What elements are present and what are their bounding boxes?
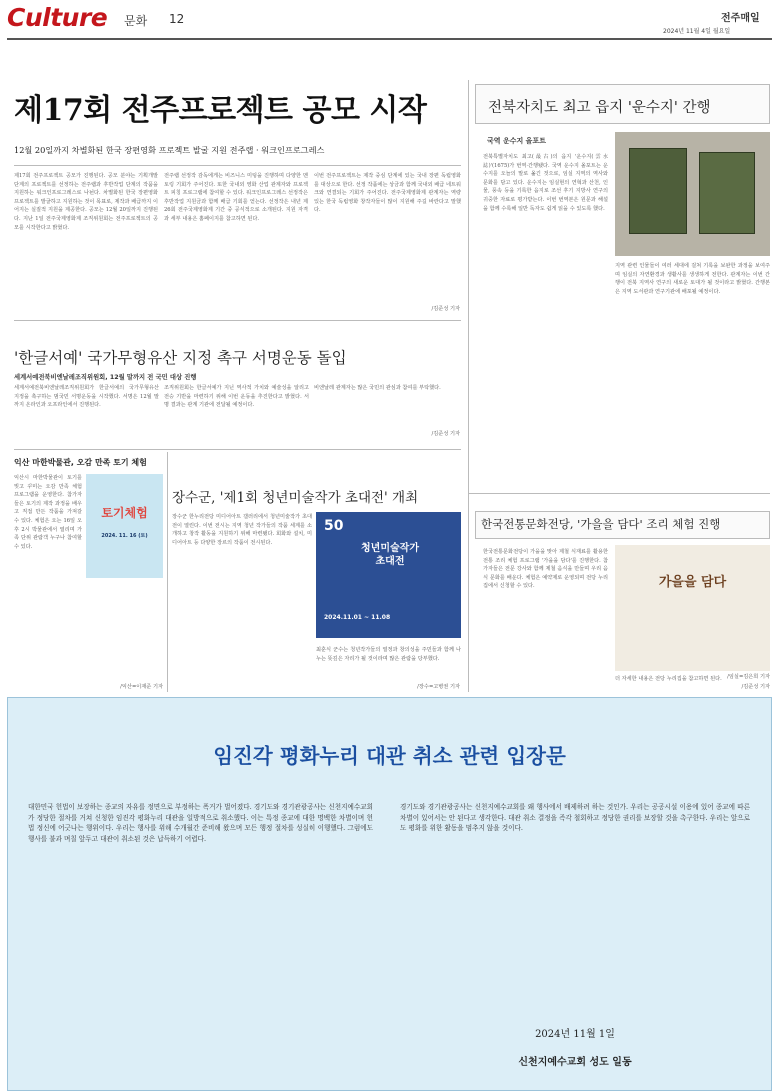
header-rule bbox=[7, 38, 772, 40]
poster-date: 2024. 11. 16 (토) bbox=[101, 533, 148, 539]
book-photo bbox=[615, 132, 770, 256]
body-column-1: 세계서예전북비엔날레조직위원회가 한글서예의 국가무형유산 지정을 촉구하는 범국민 서명운동을 시작했다. 서명은 12월 말까지 온라인과 오프라인에서 진행된다. bbox=[14, 385, 159, 409]
ad-body-left: 대한민국 헌법이 보장하는 종교의 자유를 정면으로 부정하는 폭거가 벌어졌다. 경기도와 경기관광공사는 신천지예수교회가 정당한 절차를 거쳐 신청한 임진각 평화누리 대관을 일방적으로 취소했다. 이는 특정 종교에 대한 명백한 차별이며 헌법 정신에 어긋나는 행위이다. 우리는 행사를 위해 수개월간 준비해 왔으며 모든 행정 절차를 성실히 이행했다. 그럼에도 행사를 불과 며칠 앞두고 대관이 취소된 것은 납득하기 어렵다. bbox=[28, 803, 373, 843]
ad-title: 임진각 평화누리 대관 취소 관련 입장문 bbox=[213, 744, 566, 768]
page-number: 12 bbox=[169, 12, 185, 26]
byline: /김준성 기자 bbox=[431, 431, 460, 437]
body-column-1: 한국전통문화전당이 가을을 맞아 제철 식재료를 활용한 전통 조리 체험 프로그램 '가을을 담다'를 진행한다. 참가자들은 전문 강사와 함께 제철 음식을 만들며 우리 음식 문화를 배운다. 체험은 예약제로 운영되며 전당 누리집에서 신청할 수 있다. bbox=[483, 549, 608, 590]
subheadline: 세계서예전북비엔날레조직위원회, 12월 말까지 전 국민 대상 진행 bbox=[14, 374, 197, 381]
headline: 익산 마한박물관, 오감 만족 토기 체험 bbox=[14, 458, 147, 467]
body-column-2: 조직위원회는 한글서예가 지닌 역사적 가치와 예술성을 알리고 전승 기반을 마련하기 위해 이번 운동을 추진한다고 밝혔다. 서명 결과는 관계 기관에 전달될 예정이다. bbox=[164, 385, 309, 409]
exhibition-poster bbox=[316, 512, 461, 638]
body-column-2: 지역 관련 인물들이 여러 세대에 걸쳐 기록을 보완한 과정을 보여주며 임실의 자연환경과 생활사를 생생하게 전한다. 관계자는 이번 간행이 전북 지역사 연구의 새로운 토대가 될 것이라고 밝혔다. 간행본은 지역 도서관과 연구기관에 배포될 예정이다. bbox=[615, 263, 770, 295]
column-divider bbox=[167, 452, 168, 692]
poster-date: 2024.11.01 ~ 11.08 bbox=[324, 614, 391, 621]
headline: '한글서예' 국가무형유산 지정 촉구 서명운동 돌입 bbox=[14, 349, 347, 367]
ad-body-right: 경기도와 경기관광공사는 신천지예수교회를 왜 행사에서 배제하려 하는 것인가. 우리는 공공시설 이용에 있어 종교에 따른 차별이 있어서는 안 된다고 생각한다. 대관 취소 결정을 즉각 철회하고 정당한 권리를 보장할 것을 촉구한다. 우리는 앞으로도 평화를 위한 활동을 멈추지 않을 것이다. bbox=[400, 803, 750, 832]
headline: 장수군, '제1회 청년미술작가 초대전' 개최 bbox=[172, 490, 419, 506]
paper-name: 전주매일 bbox=[721, 13, 760, 24]
rule bbox=[14, 449, 461, 450]
rule bbox=[14, 320, 461, 321]
byline: /임실=김은희 기자 bbox=[727, 674, 770, 680]
body-continued bbox=[86, 585, 163, 675]
body-column-3: 비엔날레 관계자는 많은 국민의 관심과 참여를 부탁했다. bbox=[314, 385, 441, 391]
body-column-1: 장수군 한누리전당 미디어아트 갤러리에서 청년미술작가 초대전이 열린다. 이번 전시는 지역 청년 작가들의 작품 세계를 소개하고 창작 활동을 지원하기 위해 마련됐다. 회화와 설치, 미디어아트 등 다양한 장르의 작품이 전시된다. bbox=[172, 514, 312, 546]
byline: /장수=고병권 기자 bbox=[417, 684, 460, 690]
event-poster bbox=[86, 474, 163, 578]
poster-title: 청년미술작가초대전 bbox=[361, 543, 419, 567]
headline: 제17회 전주프로젝트 공모 시작 bbox=[14, 93, 427, 128]
poster-number: 50 bbox=[324, 518, 344, 534]
poster-title: 가을을 담다 bbox=[658, 575, 727, 590]
event-poster bbox=[615, 545, 770, 671]
issue-date: 2024년 11월 4일 월요일 bbox=[663, 28, 731, 35]
subheadline: 12월 20일까지 차별화된 한국 장편영화 프로젝트 발굴 지원 전주랩 · 워크인프로그레스 bbox=[14, 145, 325, 155]
book-cover-left bbox=[629, 148, 687, 234]
body-column-2: 더 자세한 내용은 전당 누리집을 참고하면 된다. bbox=[615, 676, 722, 682]
culture-section-title: Culture bbox=[7, 3, 108, 32]
section-korean-label: 문화 bbox=[124, 14, 148, 28]
body-column-1: 제17회 전주프로젝트 공모가 진행된다. 공모 분야는 기획개발 단계의 프로젝트를 선정하는 전주랩과 후반작업 단계의 작품을 지원하는 워크인프로그레스로 나뉜다. 차별화된 한국 장편영화 프로젝트를 발굴하고 지원하는 것이 목표로, 제작과 배급까지 이어지는 실질적 지원을 제공한다. 공모는 12월 20일까지 진행된다. 지난 1일 전주국제영화제 조직위원회는 전주프로젝트의 공모를 시작한다고 밝혔다. bbox=[14, 173, 158, 231]
ad-signature: 신천지예수교회 성도 일동 bbox=[518, 1057, 632, 1068]
advertisement-statement bbox=[7, 697, 772, 1091]
body-column-2: 최훈식 군수는 청년작가들의 열정과 창의성을 주민들과 함께 나누는 뜻깊은 자리가 될 것이라며 많은 관람을 당부했다. bbox=[316, 647, 461, 662]
headline: 한국전통문화전당, '가을을 담다' 조리 체험 진행 bbox=[481, 517, 721, 531]
body-column-1: 전북특별자치도 최고(最古)의 읍지 '운수지(雲水誌)'(1675)가 번역·간행됐다. 국역 운수지 올포트는 운수지를 오늘의 말로 옮긴 것으로, 임실 지역의 역사와 문화를 담고 있다. 운수지는 임실현의 연혁과 산천, 인물, 풍속 등을 기록한 읍지로 조선 후기 지방사 연구의 귀중한 자료로 평가받는다. 이번 번역본은 원문과 해설을 함께 수록해 일반 독자도 쉽게 읽을 수 있도록 했다. bbox=[483, 154, 608, 212]
subheadline: 국역 운수지 올포트 bbox=[487, 137, 546, 145]
byline: /김준성 기자 bbox=[741, 684, 770, 690]
column-divider bbox=[468, 80, 469, 692]
headline: 전북자치도 최고 읍지 '운수지' 간행 bbox=[488, 100, 711, 116]
page-header bbox=[0, 0, 777, 38]
body-column-2: 전주랩 선정작 감독에게는 비즈니스 미팅을 진행하며 다양한 멘토링 기회가 주어진다. 또한 국내외 영화 산업 관계자와 프로젝트 피칭 프로그램에 참여할 수 있다. 워크인프로그레스 선정작은 후반작업 지원금과 함께 배급 기회를 얻는다. 선정작은 내년 제26회 전주국제영화제 기간 중 공식적으로 소개된다. 지원 자격과 세부 내용은 홈페이지를 참고하면 된다. bbox=[164, 173, 308, 222]
poster-title: 토기체험 bbox=[101, 506, 148, 520]
rule bbox=[14, 165, 461, 166]
body: 익산시 마한박물관이 토기를 빚고 꾸미는 오감 만족 체험 프로그램을 운영한다. 참가자들은 토기의 제작 과정을 배우고 직접 만든 작품을 가져갈 수 있다. 체험은 오는 16일 오후 2시 박물관에서 열리며 가족 단위 관람객 누구나 참여할 수 있다. bbox=[14, 475, 82, 550]
byline: /김준성 기자 bbox=[431, 306, 460, 312]
body-column-3: 이번 전주프로젝트는 제작 중심 단계에 있는 국내 장편 독립영화를 대상으로 한다. 선정 작품에는 상금과 함께 국내외 배급 네트워크와 연결되는 기회가 주어진다. 전주국제영화제 관계자는 역량 있는 한국 독립영화 창작자들이 많이 지원해 주길 바란다고 말했다. bbox=[314, 173, 461, 214]
ad-date: 2024년 11월 1일 bbox=[535, 1029, 615, 1040]
rule bbox=[468, 493, 770, 494]
byline: /익산=이재준 기자 bbox=[120, 684, 163, 690]
book-cover-right bbox=[699, 152, 755, 234]
